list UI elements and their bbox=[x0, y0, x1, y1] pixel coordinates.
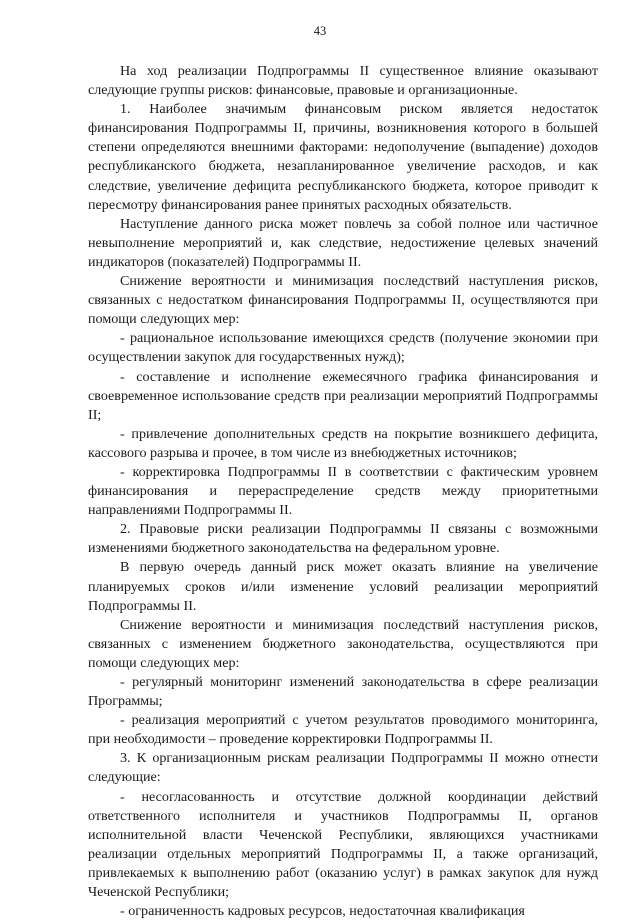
list-item-staff-resources: - ограниченность кадровых ресурсов, недостаточная квалификация bbox=[120, 903, 525, 920]
document-body bbox=[88, 62, 598, 921]
list-item-program-adjustment: - корректировка Подпрограммы II в соответствии с фактическим уровнем финансирования и перераспределение средств между приоритетными направлениями Подпрограммы II. bbox=[88, 463, 598, 519]
list-item-coordination: - несогласованность и отсутствие должной координации действий ответственного исполнителя и участников Подпрограммы II, органов исполнительной власти Чеченской Республики, являющихся участниками реализации отдельных мероприятий Подпрограммы II, а также организаций, привлекаемых к выполнению работ (оказанию услуг) в рамках закупок для нужд Чеченской Республики; bbox=[88, 788, 598, 901]
paragraph-legal-risk: 2. Правовые риски реализации Подпрограммы II связаны с возможными изменениями бюджетного законодательства на федеральном уровне. bbox=[88, 521, 598, 557]
list-item-rational-use: - рациональное использование имеющихся средств (получение экономии при осуществлении закупок для государственных нужд); bbox=[88, 330, 598, 366]
paragraph-legal-measures-intro: Снижение вероятности и минимизация последствий наступления рисков, связанных с изменением бюджетного законодательства, осуществляются при помощи следующих мер: bbox=[88, 616, 598, 671]
list-item-monitoring-results: - реализация мероприятий с учетом результатов проводимого мониторинга, при необходимости – проведение корректировки Подпрограммы II. bbox=[88, 712, 598, 748]
paragraph-legal-risk-impact: В первую очередь данный риск может оказать влияние на увеличение планируемых сроков и/или изменение условий реализации мероприятий Подпрограммы II. bbox=[88, 559, 598, 614]
list-item-legislation-monitoring: - регулярный мониторинг изменений законодательства в сфере реализации Программы; bbox=[88, 674, 598, 710]
list-item-monthly-schedule: - составление и исполнение ежемесячного графика финансирования и своевременное использование средств при реализации мероприятий Подпрограммы II; bbox=[88, 368, 598, 423]
page-number: 43 bbox=[313, 24, 327, 38]
paragraph-financial-measures-intro: Снижение вероятности и минимизация последствий наступления рисков, связанных с недостатком финансирования Подпрограммы II, осуществляются при помощи следующих мер: bbox=[88, 273, 598, 328]
list-item-additional-funds: - привлечение дополнительных средств на покрытие возникшего дефицита, кассового разрыва и прочее, в том числе из внебюджетных источников; bbox=[88, 425, 598, 461]
paragraph-risk-consequence: Наступление данного риска может повлечь за собой полное или частичное невыполнение мероприятий и, как следствие, недостижение целевых значений индикаторов (показателей) Подпрограммы II. bbox=[88, 215, 598, 270]
paragraph-financial-risk: 1. Наиболее значимым финансовым риском является недостаток финансирования Подпрограммы II, причины, возникновения которого в большей степени определяются внешними факторами: недополучение (выпадение) доходов республиканского бюджета, незапланированное увеличение расходов, и как следствие, увеличение дефицита республиканского бюджета, которое приводит к пересмотру финансирования ранее принятых расходных обязательств. bbox=[88, 101, 598, 213]
paragraph-risk-groups: На ход реализации Подпрограммы II существенное влияние оказывают следующие группы рисков: финансовые, правовые и организационные. bbox=[88, 63, 598, 99]
paragraph-organizational-risk: 3. К организационным рискам реализации Подпрограммы II можно отнести следующие: bbox=[88, 750, 598, 786]
